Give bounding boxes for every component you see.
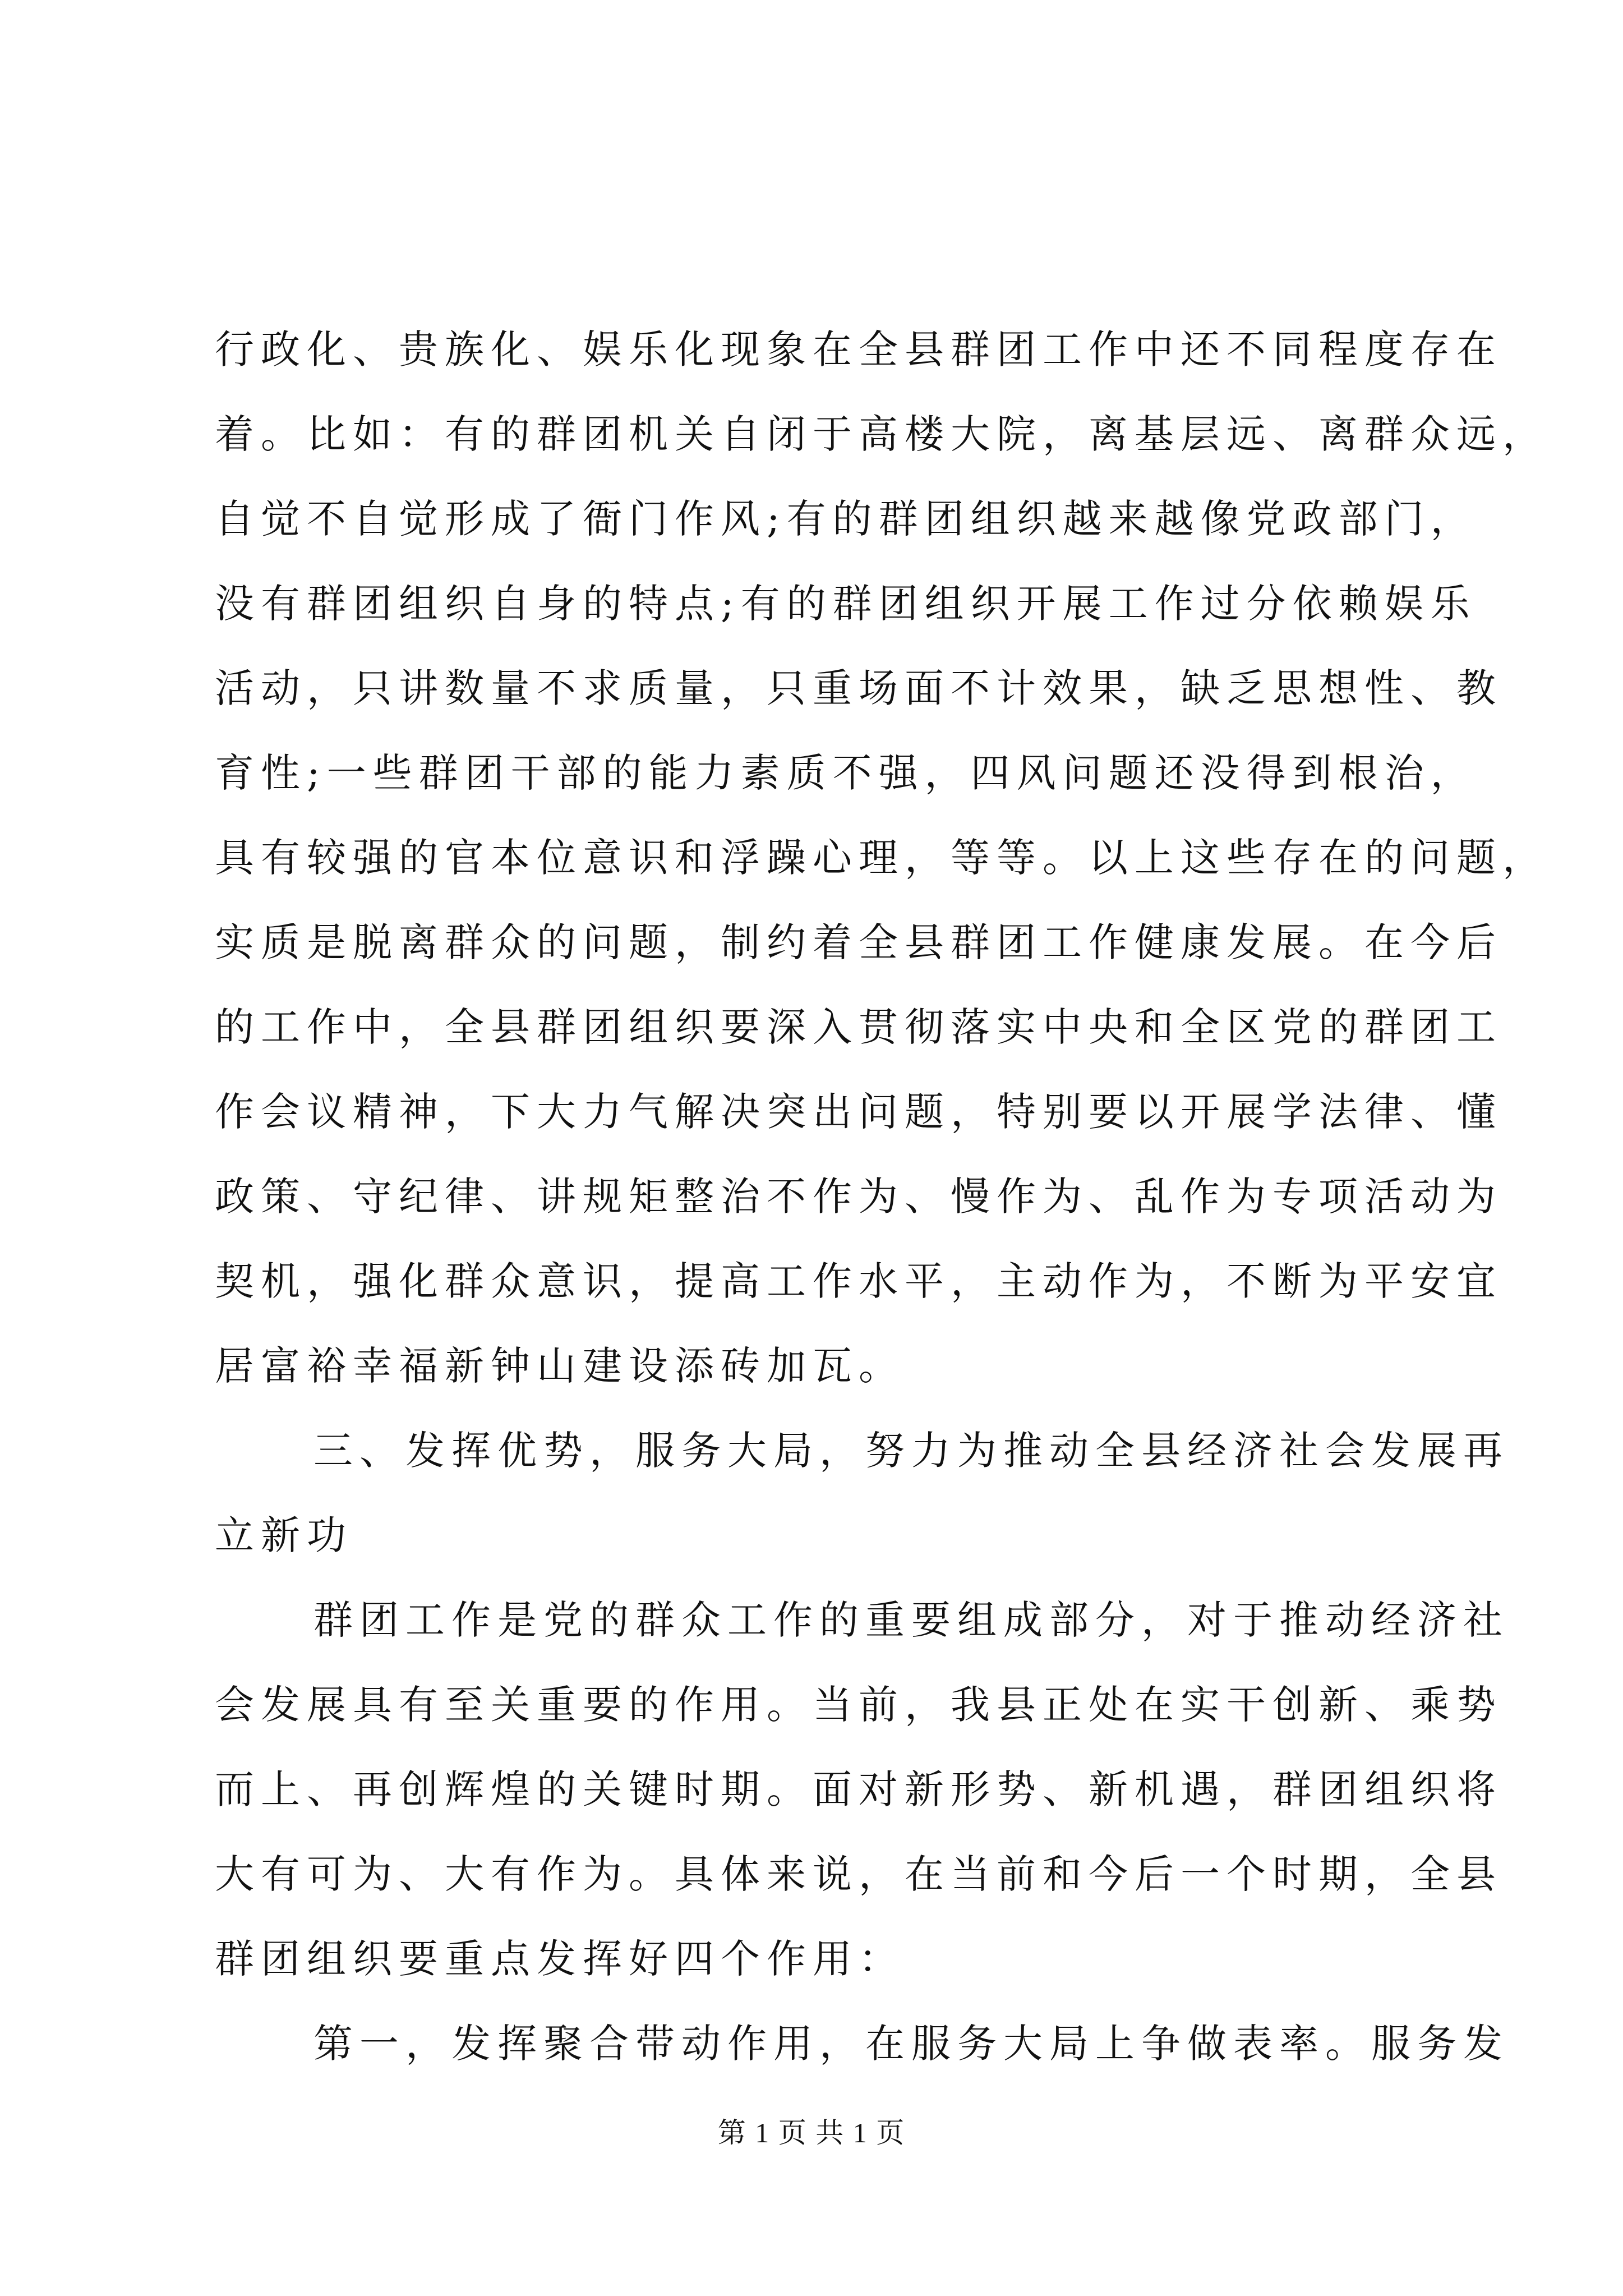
paragraph-start-line: 群团工作是党的群众工作的重要组成部分，对于推动经济社	[313, 1597, 1509, 1643]
body-line: 居富裕幸福新钟山建设添砖加瓦。	[215, 1343, 905, 1389]
body-line: 而上、再创辉煌的关键时期。面对新形势、新机遇，群团组织将	[215, 1766, 1502, 1812]
body-line: 的工作中，全县群团组织要深入贯彻落实中央和全区党的群团工	[215, 1004, 1502, 1050]
body-line: 群团组织要重点发挥好四个作用：	[215, 1936, 905, 1982]
body-line: 具有较强的官本位意识和浮躁心理，等等。以上这些存在的问题，	[215, 835, 1548, 881]
body-line: 会发展具有至关重要的作用。当前，我县正处在实干创新、乘势	[215, 1682, 1502, 1728]
body-line: 活动，只讲数量不求质量，只重场面不计效果，缺乏思想性、教	[215, 665, 1502, 711]
body-line: 育性;一些群团干部的能力素质不强，四风问题还没得到根治，	[215, 750, 1477, 796]
body-line: 着。比如：有的群团机关自闭于高楼大院，离基层远、离群众远，	[215, 411, 1548, 457]
body-line: 自觉不自觉形成了衙门作风;有的群团组织越来越像党政部门，	[215, 496, 1477, 542]
body-line: 没有群团组织自身的特点;有的群团组织开展工作过分依赖娱乐	[215, 581, 1477, 627]
body-line: 大有可为、大有作为。具体来说，在当前和今后一个时期，全县	[215, 1851, 1502, 1897]
section-heading-line: 三、发挥优势，服务大局，努力为推动全县经济社会发展再	[313, 1428, 1509, 1474]
body-line: 契机，强化群众意识，提高工作水平，主动作为，不断为平安宜	[215, 1258, 1502, 1304]
body-line: 行政化、贵族化、娱乐化现象在全县群团工作中还不同程度存在	[215, 326, 1502, 372]
body-line: 实质是脱离群众的问题，制约着全县群团工作健康发展。在今后	[215, 919, 1502, 965]
document-body	[215, 307, 1548, 2086]
section-heading-line: 立新功	[215, 1512, 353, 1558]
paragraph-start-line: 第一，发挥聚合带动作用，在服务大局上争做表率。服务发	[313, 2021, 1509, 2067]
page-number-label: 第 1 页 共 1 页	[717, 2117, 906, 2148]
page-footer	[0, 2110, 1623, 2151]
body-line: 作会议精神，下大力气解决突出问题，特别要以开展学法律、懂	[215, 1089, 1502, 1135]
body-line: 政策、守纪律、讲规矩整治不作为、慢作为、乱作为专项活动为	[215, 1174, 1502, 1220]
